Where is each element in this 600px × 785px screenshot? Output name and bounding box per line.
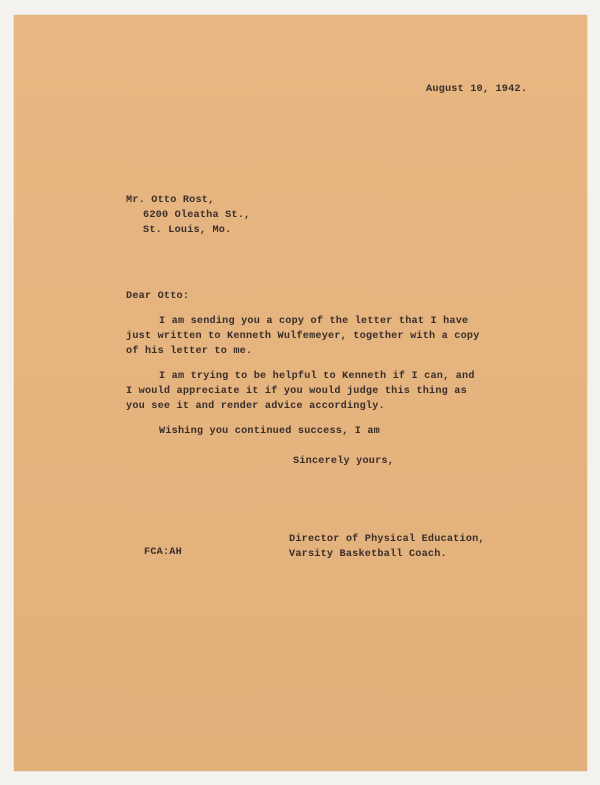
recipient-city: St. Louis, Mo. bbox=[143, 225, 232, 236]
paragraph2-line1: I am trying to be helpful to Kenneth if I can, and bbox=[159, 371, 475, 382]
paragraph1-line3: of his letter to me. bbox=[126, 346, 253, 357]
paragraph1-line1: I am sending you a copy of the letter that I have bbox=[159, 316, 469, 327]
closing: Sincerely yours, bbox=[293, 456, 395, 467]
salutation: Dear Otto: bbox=[126, 291, 190, 302]
letter-page bbox=[14, 15, 587, 771]
signature-title-1: Director of Physical Education, bbox=[289, 534, 485, 545]
paragraph2-line2: I would appreciate it if you would judge this thing as bbox=[126, 386, 467, 397]
letter-date: August 10, 1942. bbox=[426, 84, 528, 95]
typist-initials: FCA:AH bbox=[144, 547, 182, 558]
recipient-name: Mr. Otto Rost, bbox=[126, 195, 215, 206]
paragraph2-line3: you see it and render advice accordingly. bbox=[126, 401, 385, 412]
signature-title-2: Varsity Basketball Coach. bbox=[289, 549, 447, 560]
paragraph1-line2: just written to Kenneth Wulfemeyer, together with a copy bbox=[126, 331, 480, 342]
paragraph3: Wishing you continued success, I am bbox=[159, 426, 380, 437]
recipient-street: 6200 Oleatha St., bbox=[143, 210, 251, 221]
